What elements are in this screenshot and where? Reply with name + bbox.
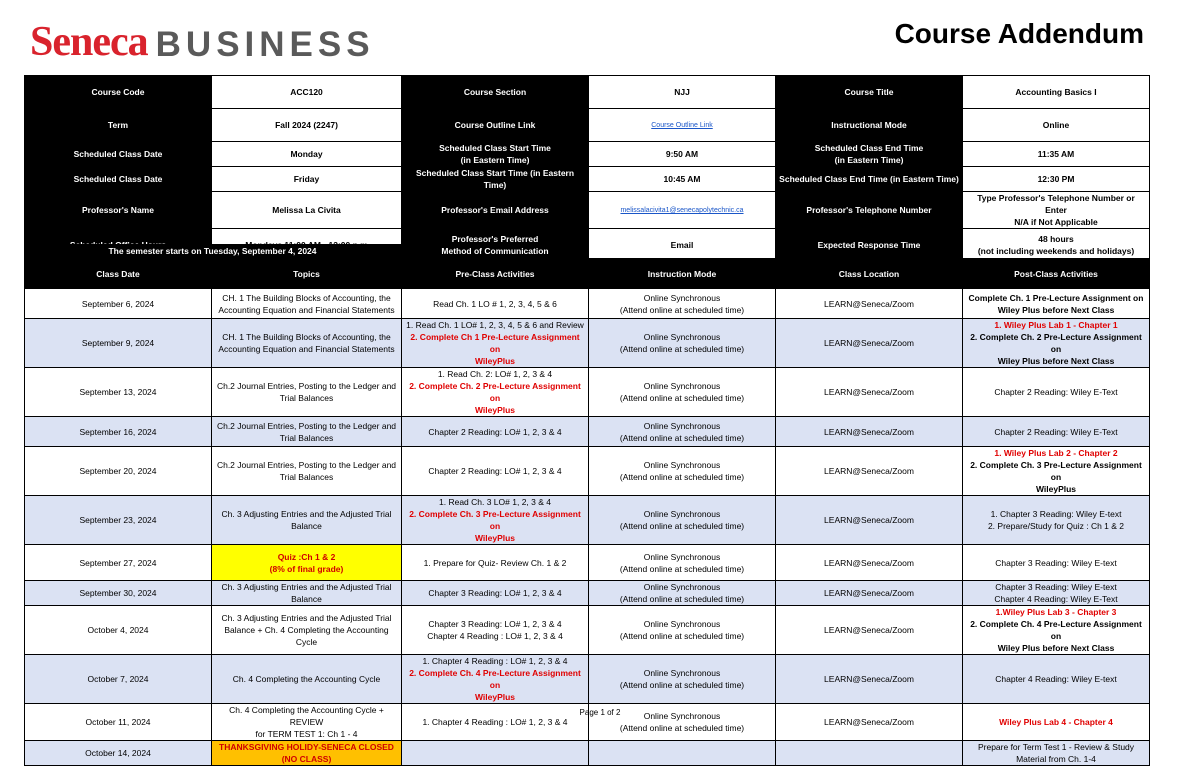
topic	[212, 447, 402, 496]
course-title-label: Course Title	[776, 76, 963, 109]
topic-line: Balance	[291, 521, 322, 531]
post-class-line: Wiley Plus before Next Class	[997, 304, 1115, 315]
instruction-mode	[589, 496, 776, 545]
class-location: LEARN@Seneca/Zoom	[776, 545, 963, 581]
instruction-mode	[589, 581, 776, 606]
pre-class-activity	[402, 545, 589, 581]
post-class-line: Chapter 2 Reading: Wiley E-Text	[994, 426, 1118, 437]
course-info-table	[24, 75, 1150, 261]
end-time-label-1a: Scheduled Class End Time	[814, 143, 924, 153]
pref-method-label-1: Professor's Preferred	[451, 233, 539, 244]
pre-class-activity	[402, 289, 589, 319]
schedule-row	[25, 289, 1150, 319]
topic	[212, 368, 402, 417]
end-time-2: 12:30 PM	[963, 167, 1150, 192]
schedule-row	[25, 447, 1150, 496]
class-date: October 14, 2024	[25, 741, 212, 766]
pre-class-activity	[402, 741, 589, 766]
topic-line: Ch. 4 Completing the Accounting Cycle + REVIEW	[229, 705, 384, 727]
post-class-line: 1. Wiley Plus Lab 2 - Chapter 2	[994, 448, 1118, 458]
post-class-activity	[963, 606, 1150, 655]
instruction-mode-line: Online Synchronous	[643, 460, 721, 470]
end-time-1: 11:35 AM	[963, 142, 1150, 167]
topic-line: Quiz :Ch 1 & 2	[277, 551, 336, 562]
post-class-activity	[963, 545, 1150, 581]
class-date: October 4, 2024	[25, 606, 212, 655]
pre-class-activity	[402, 319, 589, 368]
post-class-line: Wiley Plus before Next Class	[997, 356, 1115, 366]
class-location: LEARN@Seneca/Zoom	[776, 581, 963, 606]
start-time-label-1a: Scheduled Class Start Time	[439, 143, 551, 153]
class-date: September 27, 2024	[25, 545, 212, 581]
post-class-line: Wiley Plus before Next Class	[997, 643, 1115, 653]
post-class-line: 1.Wiley Plus Lab 3 - Chapter 3	[995, 607, 1117, 617]
pre-class-activity	[402, 368, 589, 417]
prof-phone-line-1: Type Professor's Telephone Number or Enter	[977, 193, 1135, 215]
course-code: ACC120	[212, 76, 402, 109]
post-class-line: 1. Wiley Plus Lab 1 - Chapter 1	[994, 320, 1118, 330]
class-location: LEARN@Seneca/Zoom	[776, 606, 963, 655]
schedule-row	[25, 417, 1150, 447]
response-time	[963, 229, 1150, 261]
instruction-mode-line: (Attend online at scheduled time)	[619, 521, 745, 531]
topic-line: Ch. 3 Adjusting Entries and the Adjusted Trial	[221, 509, 392, 519]
schedule-row	[25, 741, 1150, 766]
post-class-activity	[963, 655, 1150, 704]
response-time-label: Expected Response Time	[776, 229, 963, 261]
post-class-activity	[963, 368, 1150, 417]
end-time-label-1	[776, 142, 963, 167]
class-location	[776, 741, 963, 766]
class-date-label-2: Scheduled Class Date	[25, 167, 212, 192]
class-location: LEARN@Seneca/Zoom	[776, 417, 963, 447]
instruction-mode-line: Online Synchronous	[643, 292, 721, 303]
instruction-mode	[589, 417, 776, 447]
post-class-line: Complete Ch. 1 Pre-Lecture Assignment on	[968, 292, 1144, 303]
pre-class-line: 1. Prepare for Quiz- Review Ch. 1 & 2	[423, 557, 567, 568]
header-class-location: Class Location	[776, 259, 963, 289]
prof-phone	[963, 192, 1150, 229]
pre-class-activity	[402, 417, 589, 447]
instruction-mode	[589, 741, 776, 766]
instructional-mode: Online	[963, 109, 1150, 142]
topic	[212, 606, 402, 655]
instruction-mode	[589, 368, 776, 417]
instruction-mode-line: (Attend online at scheduled time)	[619, 563, 745, 574]
instruction-mode-line: Online Synchronous	[643, 420, 721, 431]
header-class-date: Class Date	[25, 259, 212, 289]
pre-class-line: 2. Complete Ch. 2 Pre-Lecture Assignment on	[409, 381, 581, 403]
class-date: September 6, 2024	[25, 289, 212, 319]
course-outline-link[interactable]: Course Outline Link	[651, 122, 713, 129]
instruction-mode-line: (Attend online at scheduled time)	[619, 680, 745, 690]
post-class-line: Wiley Plus Lab 4 - Chapter 4	[999, 717, 1113, 727]
topic-line: (NO CLASS)	[281, 754, 332, 764]
end-time-label-1b: (in Eastern Time)	[834, 155, 904, 165]
instruction-mode-line: Online Synchronous	[643, 551, 721, 562]
pre-class-activity	[402, 606, 589, 655]
post-class-activity	[963, 417, 1150, 447]
outline-link-label: Course Outline Link	[402, 109, 589, 142]
instruction-mode-line: Online Synchronous	[643, 711, 721, 721]
seneca-business-logo	[30, 19, 375, 65]
pre-class-line: WileyPlus	[474, 533, 516, 543]
instruction-mode	[589, 447, 776, 496]
class-date: September 13, 2024	[25, 368, 212, 417]
term-label: Term	[25, 109, 212, 142]
header-instruction-mode: Instruction Mode	[589, 259, 776, 289]
post-class-line: Chapter 2 Reading: Wiley E-Text	[994, 387, 1118, 397]
schedule-row	[25, 545, 1150, 581]
topic-line: Ch.2 Journal Entries, Posting to the Ledger and	[216, 381, 397, 391]
semester-start-note: The semester starts on Tuesday, September 4, 2024	[24, 244, 401, 258]
schedule-row	[25, 655, 1150, 704]
class-location: LEARN@Seneca/Zoom	[776, 447, 963, 496]
pre-class-line: Chapter 2 Reading: LO# 1, 2, 3 & 4	[428, 426, 562, 437]
post-class-line: 1. Chapter 3 Reading: Wiley E-text	[990, 509, 1122, 519]
topic-line: Balance + Ch. 4 Completing the Accounting Cycle	[224, 625, 389, 647]
class-date: October 11, 2024	[25, 704, 212, 741]
course-title: Accounting Basics I	[963, 76, 1150, 109]
pre-class-line: 1. Read Ch. 2: LO# 1, 2, 3 & 4	[437, 369, 553, 379]
topic	[212, 581, 402, 606]
class-location: LEARN@Seneca/Zoom	[776, 704, 963, 741]
instruction-mode-line: Online Synchronous	[643, 332, 721, 342]
response-time-1: 48 hours	[1038, 233, 1074, 244]
schedule-body	[25, 259, 1150, 766]
topic-line: CH. 1 The Building Blocks of Accounting, the	[222, 332, 391, 342]
instruction-mode-line: (Attend online at scheduled time)	[619, 631, 745, 641]
class-location: LEARN@Seneca/Zoom	[776, 289, 963, 319]
prof-phone-line-2: N/A if Not Applicable	[1014, 217, 1098, 227]
class-date: September 20, 2024	[25, 447, 212, 496]
pre-class-line: Chapter 4 Reading : LO# 1, 2, 3 & 4	[427, 631, 563, 641]
topic	[212, 496, 402, 545]
class-location: LEARN@Seneca/Zoom	[776, 496, 963, 545]
prof-email-cell	[589, 192, 776, 229]
course-code-label: Course Code	[25, 76, 212, 109]
page-title: Course Addendum	[894, 18, 1144, 49]
topic-line: Trial Balances	[279, 393, 334, 403]
topic-line: Ch. 3 Adjusting Entries and the Adjusted Trial	[221, 582, 392, 592]
topic	[212, 289, 402, 319]
post-class-line: Material from Ch. 1-4	[1016, 754, 1096, 764]
class-date: October 7, 2024	[25, 655, 212, 704]
post-class-line: 2. Prepare/Study for Quiz : Ch 1 & 2	[987, 521, 1125, 531]
outline-cell	[589, 109, 776, 142]
schedule-row	[25, 606, 1150, 655]
pre-class-activity	[402, 496, 589, 545]
instruction-mode-line: Online Synchronous	[643, 619, 721, 629]
post-class-line: Prepare for Term Test 1 - Review & Study	[977, 742, 1135, 752]
topic	[212, 655, 402, 704]
post-class-activity	[963, 319, 1150, 368]
class-date-2: Friday	[212, 167, 402, 192]
pre-class-line: 1. Read Ch. 1 LO# 1, 2, 3, 4, 5 & 6 and Review	[406, 320, 584, 330]
schedule-header-row	[25, 259, 1150, 289]
topic-line: Trial Balances	[279, 432, 334, 443]
post-class-line: WileyPlus	[1035, 484, 1077, 494]
instruction-mode-line: (Attend online at scheduled time)	[619, 472, 745, 482]
post-class-line: 2. Complete Ch. 3 Pre-Lecture Assignment on	[970, 460, 1142, 482]
instruction-mode-line: (Attend online at scheduled time)	[619, 723, 745, 733]
topic-line: Accounting Equation and Financial Statements	[218, 304, 395, 315]
pre-class-line: 2. Complete Ch 1 Pre-Lecture Assignment on	[410, 332, 580, 354]
instruction-mode-line: Online Synchronous	[643, 509, 721, 519]
end-time-label-2: Scheduled Class End Time (in Eastern Time)	[776, 167, 963, 192]
instruction-mode-line: Online Synchronous	[643, 381, 721, 391]
post-class-line: 2. Complete Ch. 2 Pre-Lecture Assignment on	[970, 332, 1142, 354]
instruction-mode-line: (Attend online at scheduled time)	[619, 432, 745, 443]
topic-line: Ch. 3 Adjusting Entries and the Adjusted Trial	[221, 613, 392, 623]
schedule-row	[25, 319, 1150, 368]
pre-class-line: 1. Chapter 4 Reading : LO# 1, 2, 3 & 4	[422, 717, 568, 727]
start-time-label-1b: (in Eastern Time)	[460, 155, 530, 165]
header-topics: Topics	[212, 259, 402, 289]
post-class-activity	[963, 741, 1150, 766]
topic-line: Trial Balances	[279, 472, 334, 482]
instruction-mode	[589, 655, 776, 704]
instructional-mode-label: Instructional Mode	[776, 109, 963, 142]
instruction-mode-line: Online Synchronous	[643, 668, 721, 678]
instruction-mode-line: (Attend online at scheduled time)	[619, 344, 745, 354]
post-class-line: Chapter 3 Reading: Wiley E-text	[995, 582, 1117, 592]
topic-line: (8% of final grade)	[269, 563, 344, 574]
class-date: September 16, 2024	[25, 417, 212, 447]
post-class-line: Chapter 3 Reading: Wiley E-text	[995, 557, 1117, 568]
pre-class-activity	[402, 581, 589, 606]
response-time-2: (not including weekends and holidays)	[977, 245, 1135, 256]
instruction-mode	[589, 289, 776, 319]
start-time-2: 10:45 AM	[589, 167, 776, 192]
pre-class-line: WileyPlus	[474, 356, 516, 366]
prof-name-label: Professor's Name	[25, 192, 212, 229]
page-number: Page 1 of 2	[579, 708, 621, 717]
post-class-activity	[963, 496, 1150, 545]
pre-class-line: Chapter 3 Reading: LO# 1, 2, 3 & 4	[428, 619, 562, 629]
pre-class-activity	[402, 447, 589, 496]
pre-class-line: 1. Read Ch. 3 LO# 1, 2, 3 & 4	[439, 497, 551, 507]
pre-class-line: WileyPlus	[474, 405, 516, 415]
logo-seneca: Seneca	[30, 19, 148, 65]
post-class-activity	[963, 447, 1150, 496]
class-date: September 9, 2024	[25, 319, 212, 368]
instruction-mode	[589, 319, 776, 368]
prof-email-link[interactable]: melissalacivita1@senecapolytechnic.ca	[620, 207, 744, 214]
class-location: LEARN@Seneca/Zoom	[776, 655, 963, 704]
instruction-mode-line: (Attend online at scheduled time)	[619, 393, 745, 403]
class-date: September 30, 2024	[25, 581, 212, 606]
topic-line: Accounting Equation and Financial Statements	[218, 344, 395, 354]
logo-business: BUSINESS	[155, 25, 375, 64]
instruction-mode	[589, 606, 776, 655]
pref-method-label-2: Method of Communication	[441, 245, 549, 256]
instruction-mode	[589, 545, 776, 581]
start-time-1: 9:50 AM	[589, 142, 776, 167]
schedule-table	[24, 258, 1150, 766]
instruction-mode-line: Online Synchronous	[643, 582, 721, 592]
topic	[212, 319, 402, 368]
pre-class-line: Read Ch. 1 LO # 1, 2, 3, 4, 5 & 6	[433, 298, 557, 309]
post-class-line: Chapter 4 Reading: Wiley E-Text	[994, 594, 1118, 604]
pre-class-line: Chapter 3 Reading: LO# 1, 2, 3 & 4	[428, 588, 562, 598]
header-pre-class: Pre-Class Activities	[402, 259, 589, 289]
course-section: NJJ	[589, 76, 776, 109]
post-class-activity	[963, 581, 1150, 606]
prof-email-label: Professor's Email Address	[402, 192, 589, 229]
schedule-row	[25, 581, 1150, 606]
class-date: September 23, 2024	[25, 496, 212, 545]
pref-method-label	[402, 229, 589, 261]
topic-line: for TERM TEST 1: Ch 1 - 4	[255, 729, 358, 739]
pre-class-line: Chapter 2 Reading: LO# 1, 2, 3 & 4	[428, 466, 562, 476]
schedule-row	[25, 368, 1150, 417]
pre-class-line: 2. Complete Ch. 3 Pre-Lecture Assignment on	[409, 509, 581, 531]
topic	[212, 417, 402, 447]
pre-class-line: WileyPlus	[474, 692, 516, 702]
topic-line: Ch. 4 Completing the Accounting Cycle	[232, 674, 381, 684]
start-time-label-2: Scheduled Class Start Time (in Eastern Time)	[402, 167, 589, 192]
post-class-line: Chapter 4 Reading: Wiley E-text	[995, 674, 1117, 684]
topic-line: CH. 1 The Building Blocks of Accounting, the	[222, 292, 391, 303]
prof-phone-label: Professor's Telephone Number	[776, 192, 963, 229]
class-location: LEARN@Seneca/Zoom	[776, 368, 963, 417]
topic	[212, 741, 402, 766]
pre-class-line: 1. Chapter 4 Reading : LO# 1, 2, 3 & 4	[422, 656, 568, 666]
pre-class-activity	[402, 655, 589, 704]
pre-class-line: 2. Complete Ch. 4 Pre-Lecture Assignment on	[409, 668, 581, 690]
header-post-class: Post-Class Activities	[963, 259, 1150, 289]
post-class-activity	[963, 289, 1150, 319]
start-time-label-1	[402, 142, 589, 167]
pref-method: Email	[589, 229, 776, 261]
instruction-mode-line: (Attend online at scheduled time)	[619, 594, 745, 604]
term: Fall 2024 (2247)	[212, 109, 402, 142]
post-class-line: 2. Complete Ch. 4 Pre-Lecture Assignment on	[970, 619, 1142, 641]
course-section-label: Course Section	[402, 76, 589, 109]
instruction-mode-line: (Attend online at scheduled time)	[619, 304, 745, 315]
schedule-row	[25, 496, 1150, 545]
class-date-1: Monday	[212, 142, 402, 167]
class-location: LEARN@Seneca/Zoom	[776, 319, 963, 368]
class-date-label-1: Scheduled Class Date	[25, 142, 212, 167]
topic-line: Ch.2 Journal Entries, Posting to the Ledger and	[216, 420, 397, 431]
topic-line: Ch.2 Journal Entries, Posting to the Ledger and	[216, 460, 397, 470]
topic	[212, 545, 402, 581]
topic-line: Balance	[291, 594, 322, 604]
topic-line: THANKSGIVING HOLIDY-SENECA CLOSED	[219, 742, 394, 752]
prof-name: Melissa La Civita	[212, 192, 402, 229]
